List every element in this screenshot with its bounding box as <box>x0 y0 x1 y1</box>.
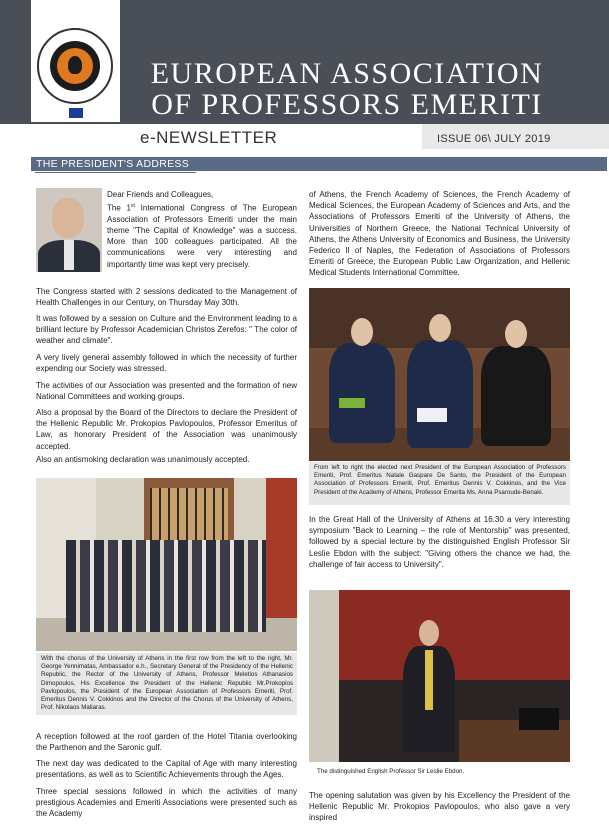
paragraph-capital-of-age: The next day was dedicated to the Capital of Age with many interesting presentations, as well as to Scientific Achievements through the Ages. <box>36 759 297 780</box>
paragraph-culture: It was followed by a session on Culture and the Environment leading to a brilliant lecture by Professor Academician Christos Zerefos: " The color of weather and climate". <box>36 314 297 346</box>
paragraph-proposal: Also a proposal by the Board of the Directors to declare the President of the Hellenic Republic Mr. Prokopios Pavlopoulos, Professor Emeritus of Law, as honorary President of the Association was unanimously accepted. <box>36 408 297 451</box>
newsletter-label: e-NEWSLETTER <box>140 128 278 147</box>
president-portrait <box>36 188 102 272</box>
paragraph-assembly: A very lively general assembly followed in which the necessity of further expending our Society was stressed. <box>36 353 297 374</box>
title-line-1: EUROPEAN ASSOCIATION <box>150 57 544 90</box>
paragraph-great-hall: In the Great Hall of the University of Athens at 16.30 a very interesting symposium "Back to Learning – the role of Mentorship" was presented, followed by a special lecture by the distinguished English Professor Sir Leslie Ebdon with the subject: "Giving others the chance we had, the challenge of fair access to University". <box>309 515 570 569</box>
caption-group-photo: With the chorus of the University of Athens in the first row from the left to the right, Mr. George Yennimatas, Ambassador e.h., Secretary General of the Presidency of the Hellenic Republic, the Rector of the University of Athens, Professor Meletios Athanasios Dimopoulos, His Excellence the President of the Hellenic Republic Mr.Prokopios Pavlopoulos, the President of the European Association of Professors Emeriti, Prof. Emeritus Dennis V. Cokkinos and the Director of the Chorus of the University of Athens, Prof. Nikolaos Maliaras. <box>41 655 293 712</box>
paragraph-greeting: Dear Friends and Colleagues, <box>107 190 214 199</box>
paragraph-activities: The activities of our Association was presented and the formation of new National Committees and working groups. <box>36 381 297 402</box>
paragraph-academies: of Athens, the French Academy of Sciences, the French Academy of Medical Sciences, the European Academy of Sciences and Arts, and the Associations of Professors Emeriti of the University of Athens, the Universities of Northern Greece, the National Technical University of Athens, the Athens University of Economics and Business, the University Federico II of Naples, the Federation of Associations of Professors Emeriti of Greece, the European Public Law Organization, and Hellenic Medical Students International Committee. <box>309 190 570 278</box>
masthead-title <box>132 58 562 120</box>
section-title: THE PRESIDENT'S ADDRESS <box>36 158 190 170</box>
ordinal-suffix: st <box>131 203 135 209</box>
paragraph-reception: A reception followed at the roof garden of the Hotel Titania overlooking the Parthenon and the Saronic gulf. <box>36 732 297 753</box>
issue-label: ISSUE 06\ JULY 2019 <box>437 133 551 145</box>
presidents-photo <box>309 288 570 461</box>
paragraph-intro: The 1st International Congress of The European Association of Professors Emeriti under the main theme "The Capital of Knowledge" was a success. More than 100 colleagues participated. All the communications were very interesting and importantly time was kept very precisely. <box>107 203 297 269</box>
caption-lecture-photo: The distinguished English Professor Sir Leslie Ebdon. <box>317 768 465 775</box>
eu-flag-icon <box>69 108 83 118</box>
logo-seal <box>37 28 113 104</box>
paragraph-health: The Congress started with 2 sessions dedicated to the Management of Health Challenges in our Century, on Thursday May 30th. <box>36 287 297 308</box>
caption-presidents-photo: From left to right the elected next President of the European Association of Professors Emeriti, Prof. Emeritus Natale Gaspare De Santo, the President of the European Association of Professors Emeriti, Prof. Emeritus Dennis V. Cokkinos, and the Vice President of the Academy of Athens, Professor Emerita Ms. Anna Psaroude-Benaki. <box>314 464 566 496</box>
lecture-photo <box>309 590 570 762</box>
association-logo <box>31 0 120 122</box>
paragraph-special-sessions: Three special sessions followed in which the activities of many prestigious Academies and Emeriti Associations were presented such as the Academy <box>36 787 297 819</box>
section-underline <box>35 172 196 173</box>
title-line-2: OF PROFESSORS EMERITI <box>151 88 543 121</box>
group-photo <box>36 478 297 651</box>
paragraph-opening-salutation: The opening salutation was given by his Excellency the President of the Hellenic Republic Mr. Prokopios Pavlopoulos, who also gave a very inspired <box>309 791 570 823</box>
paragraph-antismoking: Also an antismoking declaration was unanimously accepted. <box>36 455 250 464</box>
